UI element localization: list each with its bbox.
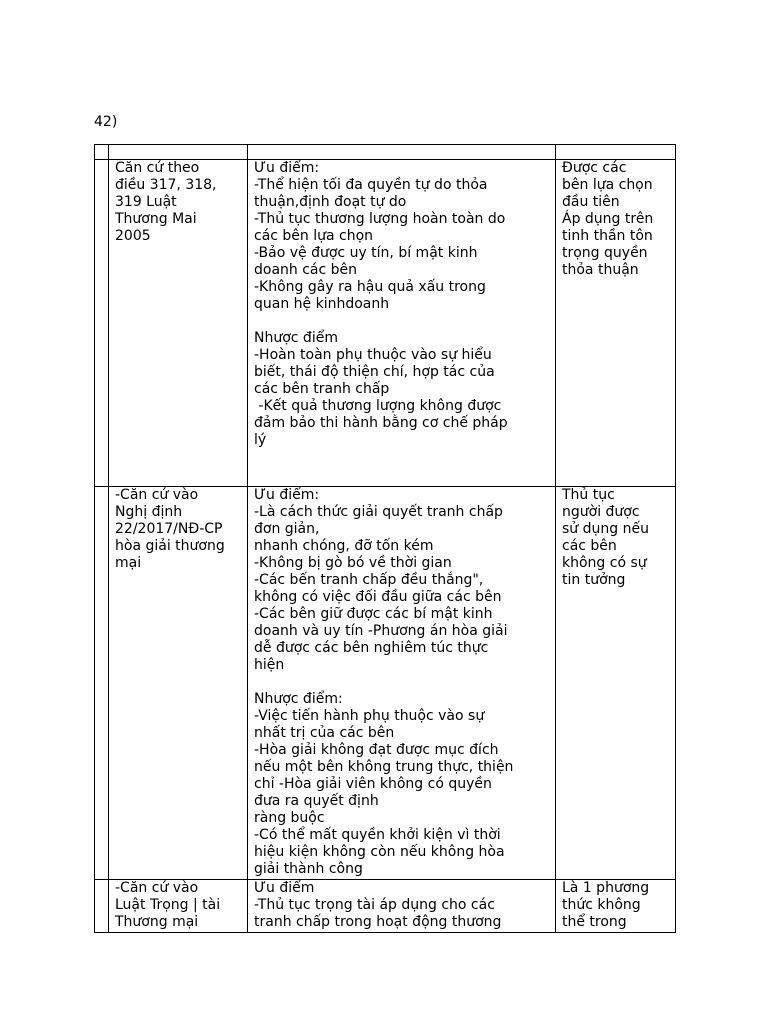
table-header-row (95, 145, 676, 160)
row-number-cell (95, 880, 109, 933)
dispute-resolution-table (94, 144, 676, 933)
evaluation-text: Ưu điểm: -Là cách thức giải quyết tranh chấp đơn giản, nhanh chóng, đỡ tốn kém -Không bị gò bó về thời gian -Các bến tranh chấp đều thắng", không có việc đối đầu giữa các bên -Các bên giữ được các bí mật kinh doanh và uy tín -Phương án hòa giải dễ được các bên nghiêm túc thực hiện Nhược điểm: -Việc tiến hành phụ thuộc vào sự nhất trị của các bên -Hòa giải không đạt được mục đích nếu một bên không trung thực, thiện chỉ -Hòa giải viên không có quyền đưa ra quyết định ràng buộc -Có thể mất quyền khởi kiện vì thời hiệu kiện không còn nếu không hòa giải thành công (254, 487, 514, 877)
legal-basis-cell (109, 487, 248, 880)
legal-basis-text: -Căn cứ vào Nghị định 22/2017/NĐ-CP hòa giải thương mại (115, 487, 225, 571)
table-header-cell (248, 145, 556, 160)
table-header-cell (95, 145, 109, 160)
table-header-cell (556, 145, 676, 160)
note-cell (556, 880, 676, 933)
note-text: Là 1 phương thức không thể trong (562, 880, 650, 930)
row-number-cell (95, 487, 109, 880)
note-cell (556, 160, 676, 487)
note-text: Được các bên lựa chọn đầu tiên Áp dụng trên tinh thần tôn trọng quyền thỏa thuận (562, 160, 654, 278)
evaluation-cell (248, 880, 556, 933)
legal-basis-text: Căn cứ theo điều 317, 318, 319 Luật Thương Mai 2005 (115, 160, 217, 244)
evaluation-cell (248, 487, 556, 880)
legal-basis-text: -Căn cứ vào Luật Trọng | tài Thương mại (115, 880, 221, 930)
legal-basis-cell (109, 160, 248, 487)
evaluation-cell (248, 160, 556, 487)
legal-basis-cell (109, 880, 248, 933)
evaluation-text: Ưu điểm -Thủ tục trọng tài áp dụng cho các tranh chấp trong hoạt động thương (254, 880, 502, 930)
page-number: 42) (94, 114, 118, 130)
table-header-cell (109, 145, 248, 160)
note-cell (556, 487, 676, 880)
row-number-cell (95, 160, 109, 487)
evaluation-text: Ưu điểm: -Thể hiện tối đa quyền tự do thỏa thuận,định đoạt tự do -Thủ tục thương lượng hoàn toàn do các bên lựa chọn -Bảo vệ được uy tín, bí mật kinh doanh các bên -Không gây ra hậu quả xấu trong quan hệ kinhdoanh Nhược điểm -Hoàn toàn phụ thuộc vào sự hiểu biết, thái độ thiện chí, hợp tác của các bên tranh chấp -Kết quả thương lượng không được đảm bảo thi hành bằng cơ chế pháp lý (254, 160, 508, 448)
table-row (95, 880, 676, 933)
table-row (95, 487, 676, 880)
note-text: Thủ tục người được sử dụng nếu các bên không có sự tin tưởng (562, 487, 649, 588)
table-row (95, 160, 676, 487)
